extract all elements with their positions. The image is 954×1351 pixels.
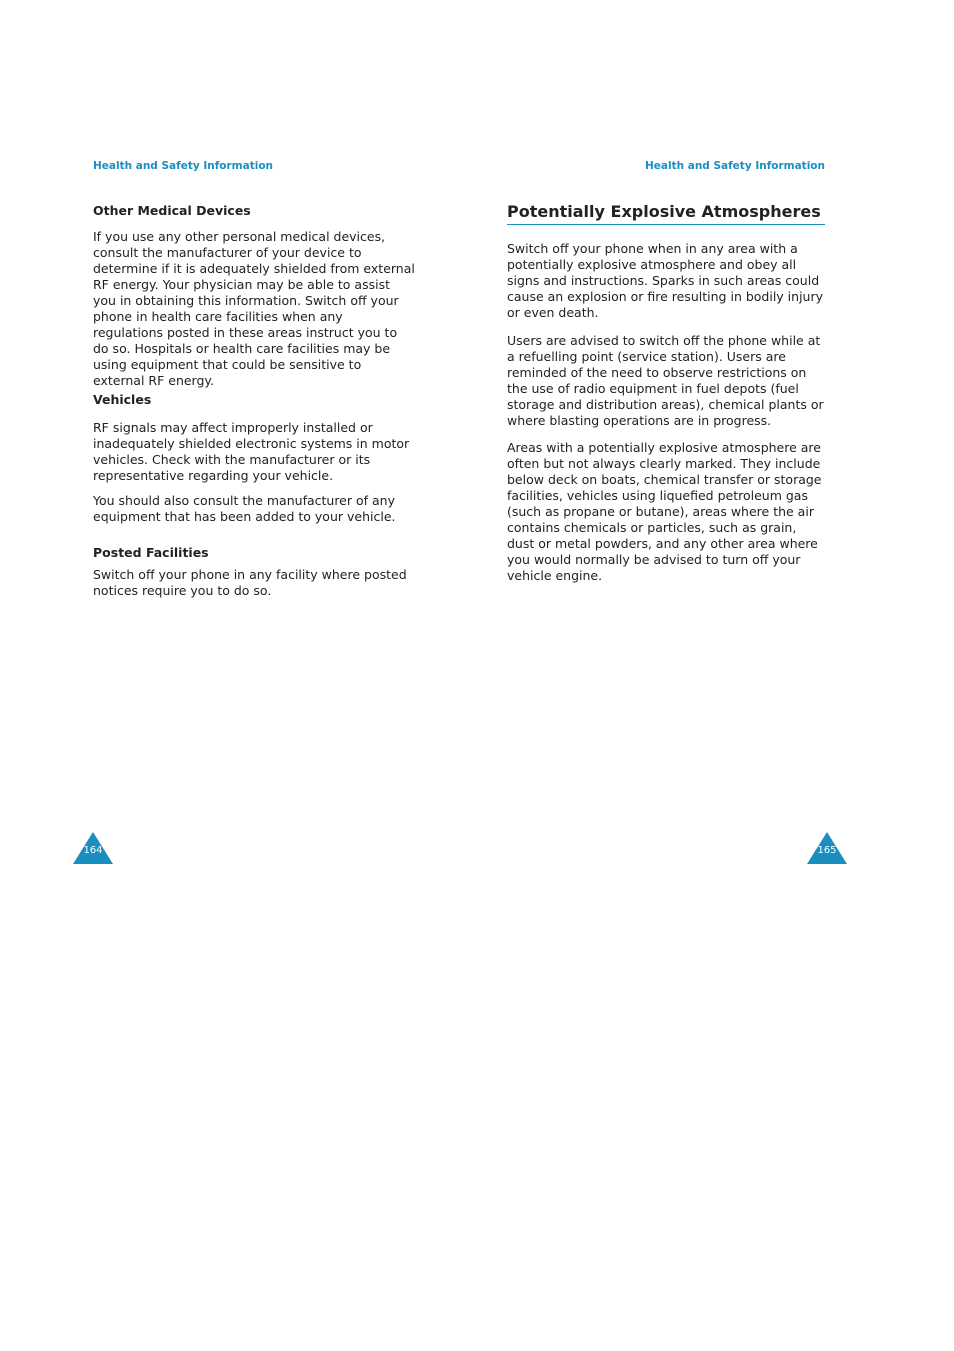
- body-paragraph: You should also consult the manufacturer of any equipment that has been added to your vehicle.: [93, 493, 396, 524]
- body-paragraph: Switch off your phone in any facility where posted notices require you to do so.: [93, 567, 407, 598]
- body-paragraph: If you use any other personal medical devices, consult the manufacturer of your device to determine if it is adequately shielded from external RF energy. Your physician may be able to assist you in obtaining this information. Switch off your phone in health care facilities when any regulations posted in these areas instruct you to do so. Hospitals or health care facilities may be using equipment that could be sensitive to external RF energy.: [93, 229, 415, 388]
- page-number-badge-right: [807, 832, 847, 864]
- section-title: Potentially Explosive Atmospheres: [507, 202, 825, 225]
- paragraph-explosive-3: [507, 440, 825, 584]
- running-header-right: Health and Safety Information: [644, 160, 825, 172]
- running-header-left: Health and Safety Information: [93, 160, 274, 172]
- paragraph-vehicles-2: [93, 493, 415, 525]
- heading-other-medical-devices: Other Medical Devices: [93, 203, 251, 218]
- page-number-left: 164: [83, 845, 103, 856]
- paragraph-explosive-1: [507, 241, 825, 321]
- paragraph-other-medical-devices: [93, 229, 415, 389]
- body-paragraph: Switch off your phone when in any area with a potentially explosive atmosphere and obey all signs and instructions. Sparks in such areas could cause an explosion or fire resulting in bodily injury or even death.: [507, 241, 823, 320]
- body-paragraph: Users are advised to switch off the phone while at a refuelling point (service station). Users are reminded of the need to observe restrictions on the use of radio equipment in fuel depots (fuel storage and distribution areas), chemical plants or where blasting operations are in progress.: [507, 333, 824, 428]
- paragraph-vehicles-1: [93, 420, 415, 484]
- paragraph-posted-facilities: [93, 567, 415, 599]
- body-paragraph: RF signals may affect improperly installed or inadequately shielded electronic systems in motor vehicles. Check with the manufacturer or its representative regarding your vehicle.: [93, 420, 410, 483]
- page-number-badge-left: [73, 832, 113, 864]
- heading-vehicles: Vehicles: [93, 392, 152, 407]
- heading-posted-facilities: Posted Facilities: [93, 545, 209, 560]
- paragraph-explosive-2: [507, 333, 825, 429]
- page-number-right: 165: [817, 845, 837, 856]
- body-paragraph: Areas with a potentially explosive atmosphere are often but not always clearly marked. They include below deck on boats, chemical transfer or storage facilities, vehicles using liquefied petroleum gas (such as propane or butane), areas where the air contains chemicals or particles, such as grain, dust or metal powders, and any other area where you would normally be advised to turn off your vehicle engine.: [507, 440, 822, 583]
